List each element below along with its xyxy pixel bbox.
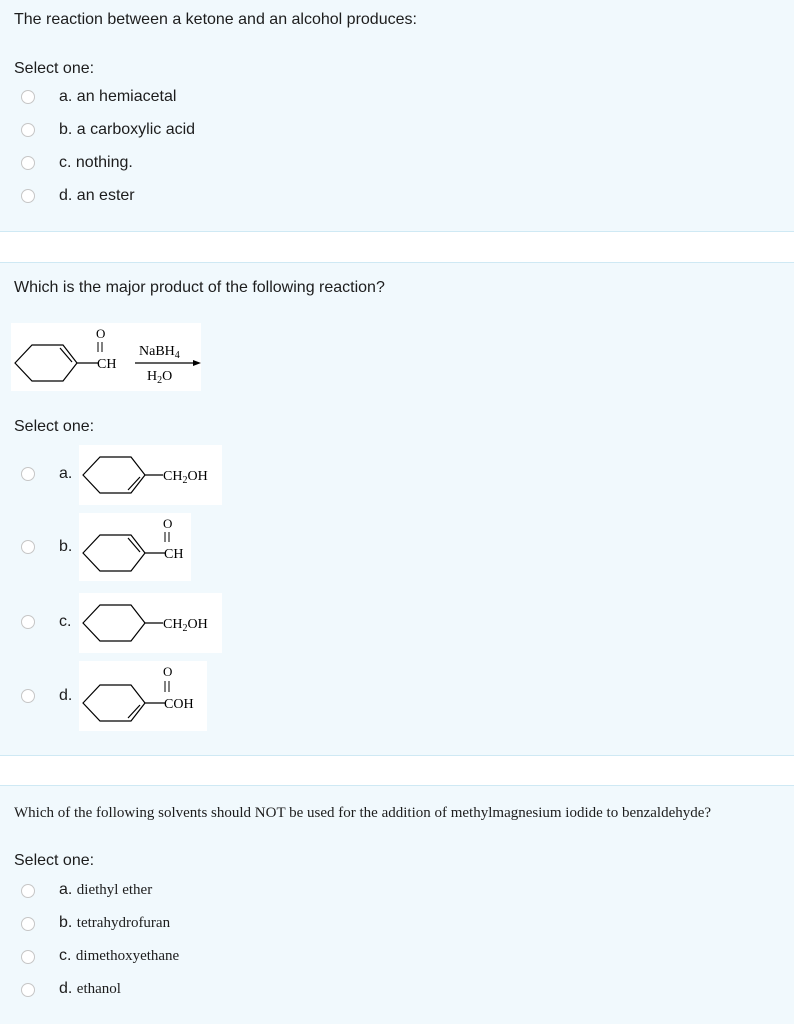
radio-button[interactable] <box>21 156 35 170</box>
option-c[interactable] <box>0 148 600 178</box>
option-text: dimethoxyethane <box>75 948 180 964</box>
radio-button[interactable] <box>21 983 35 997</box>
radio-button[interactable] <box>21 467 35 481</box>
structure-d <box>79 661 207 731</box>
option-d[interactable] <box>0 974 600 1004</box>
radio-button[interactable] <box>21 917 35 931</box>
option-text: a carboxylic acid <box>76 121 196 138</box>
option-c[interactable] <box>0 593 600 653</box>
radio-button[interactable] <box>21 689 35 703</box>
option-letter: c. <box>59 154 72 171</box>
question-3 <box>0 785 794 1024</box>
radio-button[interactable] <box>21 189 35 203</box>
option-text: an ester <box>76 187 135 204</box>
group-label: $CH_2OH$ <box>163 469 208 486</box>
group-ch: CH <box>97 357 117 372</box>
select-one-prompt: Select one: <box>14 852 95 869</box>
question-text: Which of the following solvents should NOT be used for the addition of methylmagnesium iodide to benzaldehyde? <box>14 805 712 821</box>
radio-button[interactable] <box>21 540 35 554</box>
option-d[interactable] <box>0 661 600 731</box>
option-letter: b. <box>59 914 73 931</box>
radio-button[interactable] <box>21 90 35 104</box>
select-one-prompt: Select one: <box>14 418 95 435</box>
radio-button[interactable] <box>21 950 35 964</box>
option-letter: d. <box>59 687 73 704</box>
question-text: Which is the major product of the following reaction? <box>14 279 385 296</box>
option-b[interactable] <box>0 115 600 145</box>
option-a[interactable] <box>0 82 600 112</box>
option-c[interactable] <box>0 941 600 971</box>
structure-a <box>79 445 222 505</box>
option-b[interactable] <box>0 908 600 938</box>
option-letter: c. <box>59 947 72 964</box>
radio-button[interactable] <box>21 123 35 137</box>
option-letter: a. <box>59 465 73 482</box>
structure-c <box>79 593 222 653</box>
group-coh: COH <box>164 697 194 712</box>
reagent-label: NaBH$_4$ <box>139 344 180 361</box>
option-letter: c. <box>59 613 72 630</box>
option-text: diethyl ether <box>76 882 153 898</box>
reaction-structure <box>11 323 201 391</box>
question-2 <box>0 262 794 756</box>
question-text: The reaction between a ketone and an alcohol produces: <box>14 11 417 28</box>
option-text: tetrahydrofuran <box>76 915 171 931</box>
option-letter: a. <box>59 88 73 105</box>
option-letter: b. <box>59 538 73 555</box>
option-d[interactable] <box>0 181 600 211</box>
radio-button[interactable] <box>21 615 35 629</box>
option-text: nothing. <box>75 154 133 171</box>
solvent-label: $H_2O$ <box>147 369 173 386</box>
option-text: ethanol <box>76 981 121 997</box>
option-a[interactable] <box>0 875 600 905</box>
group-oxygen: O <box>163 516 173 531</box>
group-ch: CH <box>164 547 184 562</box>
structure-b <box>79 513 191 581</box>
option-letter: b. <box>59 121 73 138</box>
option-b[interactable] <box>0 513 600 581</box>
option-letter: d. <box>59 187 73 204</box>
option-a[interactable] <box>0 445 600 505</box>
reaction-scheme <box>11 323 201 391</box>
option-text: an hemiacetal <box>76 88 177 105</box>
question-1 <box>0 0 794 232</box>
select-one-prompt: Select one: <box>14 60 95 77</box>
group-oxygen: O <box>163 664 173 679</box>
group-oxygen: O <box>96 326 106 341</box>
group-label: $CH_2OH$ <box>163 617 208 634</box>
option-letter: a. <box>59 881 73 898</box>
option-letter: d. <box>59 980 73 997</box>
radio-button[interactable] <box>21 884 35 898</box>
